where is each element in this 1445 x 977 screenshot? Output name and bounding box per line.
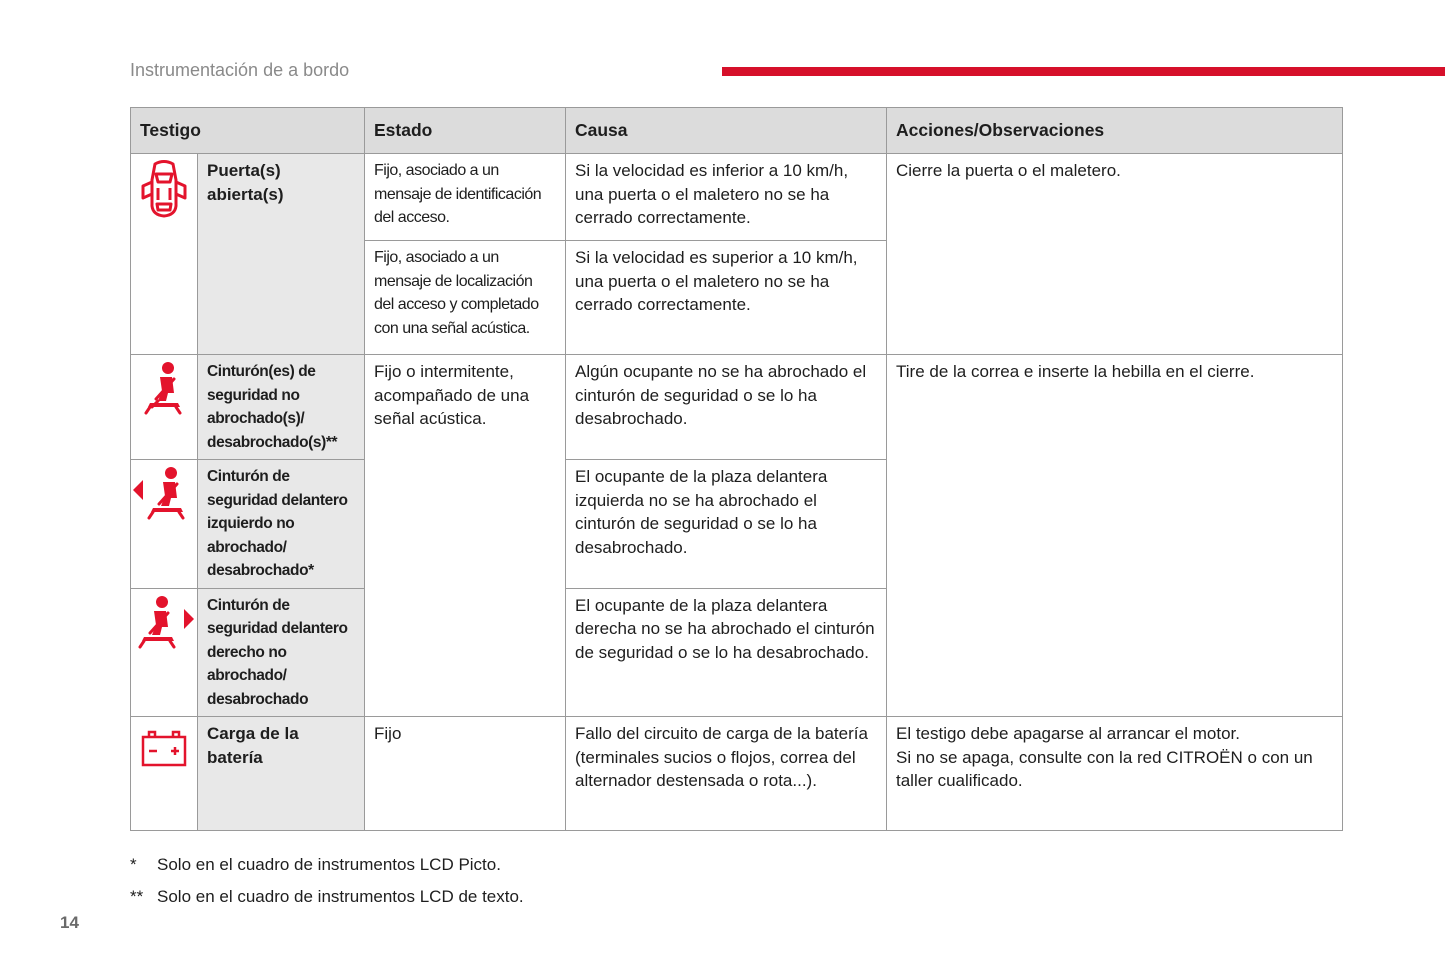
door-causa-2: Si la velocidad es superior a 10 km/h, una puerta o el maletero no se ha cerrado correctamente. <box>566 241 887 355</box>
belts-estado: Fijo o intermitente, acompañado de una señal acústica. <box>365 355 566 717</box>
belts-accion: Tire de la correa e inserte la hebilla en el cierre. <box>887 355 1343 717</box>
door-estado-1: Fijo, asociado a un mensaje de identificación del acceso. <box>365 154 566 241</box>
table-header-row <box>131 108 1343 154</box>
header-acciones: Acciones/Observaciones <box>887 108 1343 154</box>
seatbelt-left-causa: El ocupante de la plaza delantera izquierda no se ha abrochado el cinturón de seguridad o se lo ha desabrochado. <box>566 460 887 589</box>
seatbelt-label: Cinturón(es) de seguridad no abrochado(s)/ desabrochado(s)** <box>198 355 365 460</box>
footnote-text: Solo en el cuadro de instrumentos LCD de texto. <box>157 887 524 906</box>
door-estado-2: Fijo, asociado a un mensaje de localización del acceso y completado con una señal acústica. <box>365 241 566 355</box>
seatbelt-left-label: Cinturón de seguridad delantero izquierdo no abrochado/ desabrochado* <box>198 460 365 589</box>
battery-accion <box>887 717 1343 831</box>
door-causa-1: Si la velocidad es inferior a 10 km/h, una puerta o el maletero no se ha cerrado correctamente. <box>566 154 887 241</box>
header-estado: Estado <box>365 108 566 154</box>
seatbelt-right-warning-icon <box>131 588 198 717</box>
battery-accion-line1: El testigo debe apagarse al arrancar el motor. <box>896 724 1240 743</box>
header-testigo: Testigo <box>131 108 365 154</box>
footnote <box>130 855 524 887</box>
footnote <box>130 887 524 919</box>
door-open-warning-icon <box>131 154 198 355</box>
table-row <box>131 154 1343 241</box>
seatbelt-left-warning-icon <box>131 460 198 589</box>
footnote-mark: ** <box>130 887 144 906</box>
seatbelt-right-label: Cinturón de seguridad delantero derecho no abrochado/ desabrochado <box>198 588 365 717</box>
header-red-rule <box>722 67 1445 76</box>
battery-charge-icon <box>131 717 198 831</box>
battery-estado: Fijo <box>365 717 566 831</box>
footnote-text: Solo en el cuadro de instrumentos LCD Picto. <box>157 855 501 874</box>
running-head: Instrumentación de a bordo <box>130 60 350 80</box>
seatbelt-right-causa: El ocupante de la plaza delantera derecha no se ha abrochado el cinturón de seguridad o se lo ha desabrochado. <box>566 588 887 717</box>
battery-accion-line2: Si no se apaga, consulte con la red CITROËN o con un taller cualificado. <box>896 747 1313 790</box>
battery-label: Carga de la batería <box>198 717 365 831</box>
table-row <box>131 717 1343 831</box>
seatbelt-warning-icon <box>131 355 198 460</box>
footnote-mark: * <box>130 855 137 874</box>
footnotes <box>130 855 524 919</box>
page-number: 14 <box>60 913 79 932</box>
battery-causa: Fallo del circuito de carga de la batería (terminales sucios o flojos, correa del alternador destensada o rota...). <box>566 717 887 831</box>
header-causa: Causa <box>566 108 887 154</box>
warning-lights-table <box>130 107 1343 831</box>
seatbelt-causa: Algún ocupante no se ha abrochado el cinturón de seguridad o se lo ha desabrochado. <box>566 355 887 460</box>
door-accion: Cierre la puerta o el maletero. <box>887 154 1343 355</box>
table-row <box>131 355 1343 460</box>
door-open-label: Puerta(s) abierta(s) <box>198 154 365 355</box>
